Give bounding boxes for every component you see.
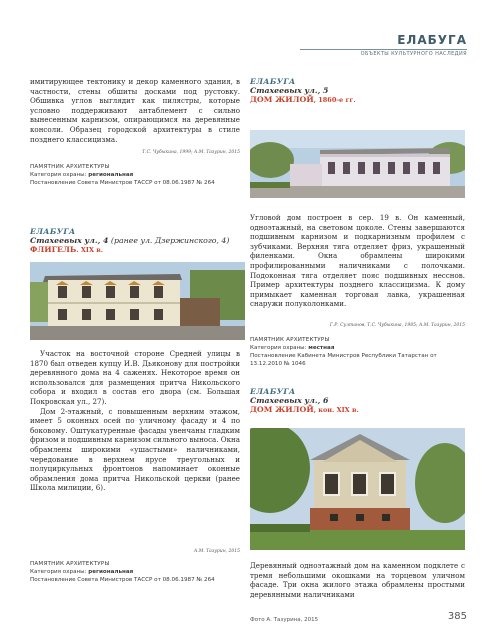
monument-category: Категория охраны: местная <box>250 345 335 351</box>
entry-type: ДОМ ЖИЛОЙ, 1860-е гг. <box>250 95 356 104</box>
monument-label: ПАМЯТНИК АРХИТЕКТУРЫ <box>30 164 110 170</box>
entry-type: ДОМ ЖИЛОЙ, кон. XIX в. <box>250 405 359 414</box>
entry-type: ФЛИГЕЛЬ. XIX в. <box>30 245 104 254</box>
monument-decree: Постановление Совета Министров ТАССР от 08.06.1987 № 264 <box>30 577 215 583</box>
author-credit: Т.С. Чубыкина, 1999; А.М. Тазурин, 2015 <box>142 150 240 155</box>
entry-description: Угловой дом построен в сер. 19 в. Он каменный, одноэтажный, на световом цоколе. Стены завершаются подшивным карнизом и подкарнизным профилем с зубчиками. Верхняя тяга отделяет фриз, украшенный филенками. Окна обрамлены широкими профилированными наличниками с полочками. Подоконная тяга отделяет пояс подшивных несснов. Пример архитектуры позднего классицизма. К дому примыкает каменная торговая лавка, украшенная снаружи полуколонками. <box>250 213 465 309</box>
entry-description <box>30 349 240 493</box>
entry-street: Стахеевых ул., 4 (ранее ул. Дзержинского, 4) <box>30 236 230 245</box>
photo-credit: Фото А. Тазурина, 2015 <box>250 617 319 623</box>
paragraph: Участок на восточной стороне Средней улицы в 1870 был отведен купцу И.В. Дьяконову для постройки деревянного дома на 4 саженях. Некоторое время он использовался для размещения притча Никольского собора и входил в состав его двора (см. Большая Покровская ул., 27). <box>30 349 240 406</box>
entry-city: ЕЛАБУГА <box>250 77 296 86</box>
monument-category: Категория охраны: региональная <box>30 172 134 178</box>
monument-label: ПАМЯТНИК АРХИТЕКТУРЫ <box>30 561 110 567</box>
author-credit: А.М. Тазурин, 2015 <box>193 549 240 554</box>
monument-decree: Постановление Совета Министров ТАССР от 08.06.1987 № 264 <box>30 180 215 186</box>
entry-description: Деревянный одноэтажный дом на каменном подклете с тремя небольшими окошками на торцевом уличном фасаде. Три окна жилого этажа обрамлены простыми деревянными наличниками <box>250 561 465 599</box>
entry-heading <box>250 77 465 104</box>
author-credit: Г.Р. Султанов, Т.С. Чубыкина, 1985; А.М. Тазурин, 2015 <box>329 323 465 328</box>
house-photo-2 <box>30 262 245 340</box>
monument-decree: Постановление Кабинета Министров Республики Татарстан от 13.12.2010 № 1046 <box>250 353 437 367</box>
house-photo-1 <box>250 130 465 198</box>
entry-street: Стахеевых ул., 5 <box>250 86 329 95</box>
entry-city: ЕЛАБУГА <box>30 227 76 236</box>
paragraph: Дом 2-этажный, с повышенным верхним этажом, имеет 5 оконных осей по уличному фасаду и 4 по боковому. Оштукатуренные фасады увенчаны гладким фризом и подшивным карнизом сильного выноса. Окна обрамлены широкими «ушастыми» наличниками, чередование в верхнем ярусе треугольных и полуциркульных фронтонов напоминает оконные обрамления дома притча Никольской церкви (ранее Школа милиции, 6). <box>30 406 240 493</box>
entry-city: ЕЛАБУГА <box>250 387 296 396</box>
page-number: 385 <box>447 611 467 622</box>
section-title: ЕЛАБУГА <box>397 33 467 47</box>
monument-label: ПАМЯТНИК АРХИТЕКТУРЫ <box>250 337 330 343</box>
entry-heading <box>30 227 245 254</box>
header-rule <box>300 49 467 50</box>
house-photo-3 <box>250 428 465 550</box>
monument-info <box>250 336 465 368</box>
continued-text: имитирующее тектонику и декор каменного здания, в частности, стены обшиты досками под рустовку. Обшивка углов выглядит как пилястры, которые условно поддерживают антаблемент с сильно вынесенным карнизом, опирающимся на деревянные консоли. Образец городской архитектуры в стиле позднего классицизма. <box>30 77 240 144</box>
monument-info <box>30 560 245 584</box>
section-subtitle: ОБЪЕКТЫ КУЛЬТУРНОГО НАСЛЕДИЯ <box>360 51 467 57</box>
monument-info <box>30 163 245 187</box>
monument-category: Категория охраны: региональная <box>30 569 134 575</box>
entry-heading <box>250 387 465 414</box>
entry-street: Стахеевых ул., 6 <box>250 396 329 405</box>
